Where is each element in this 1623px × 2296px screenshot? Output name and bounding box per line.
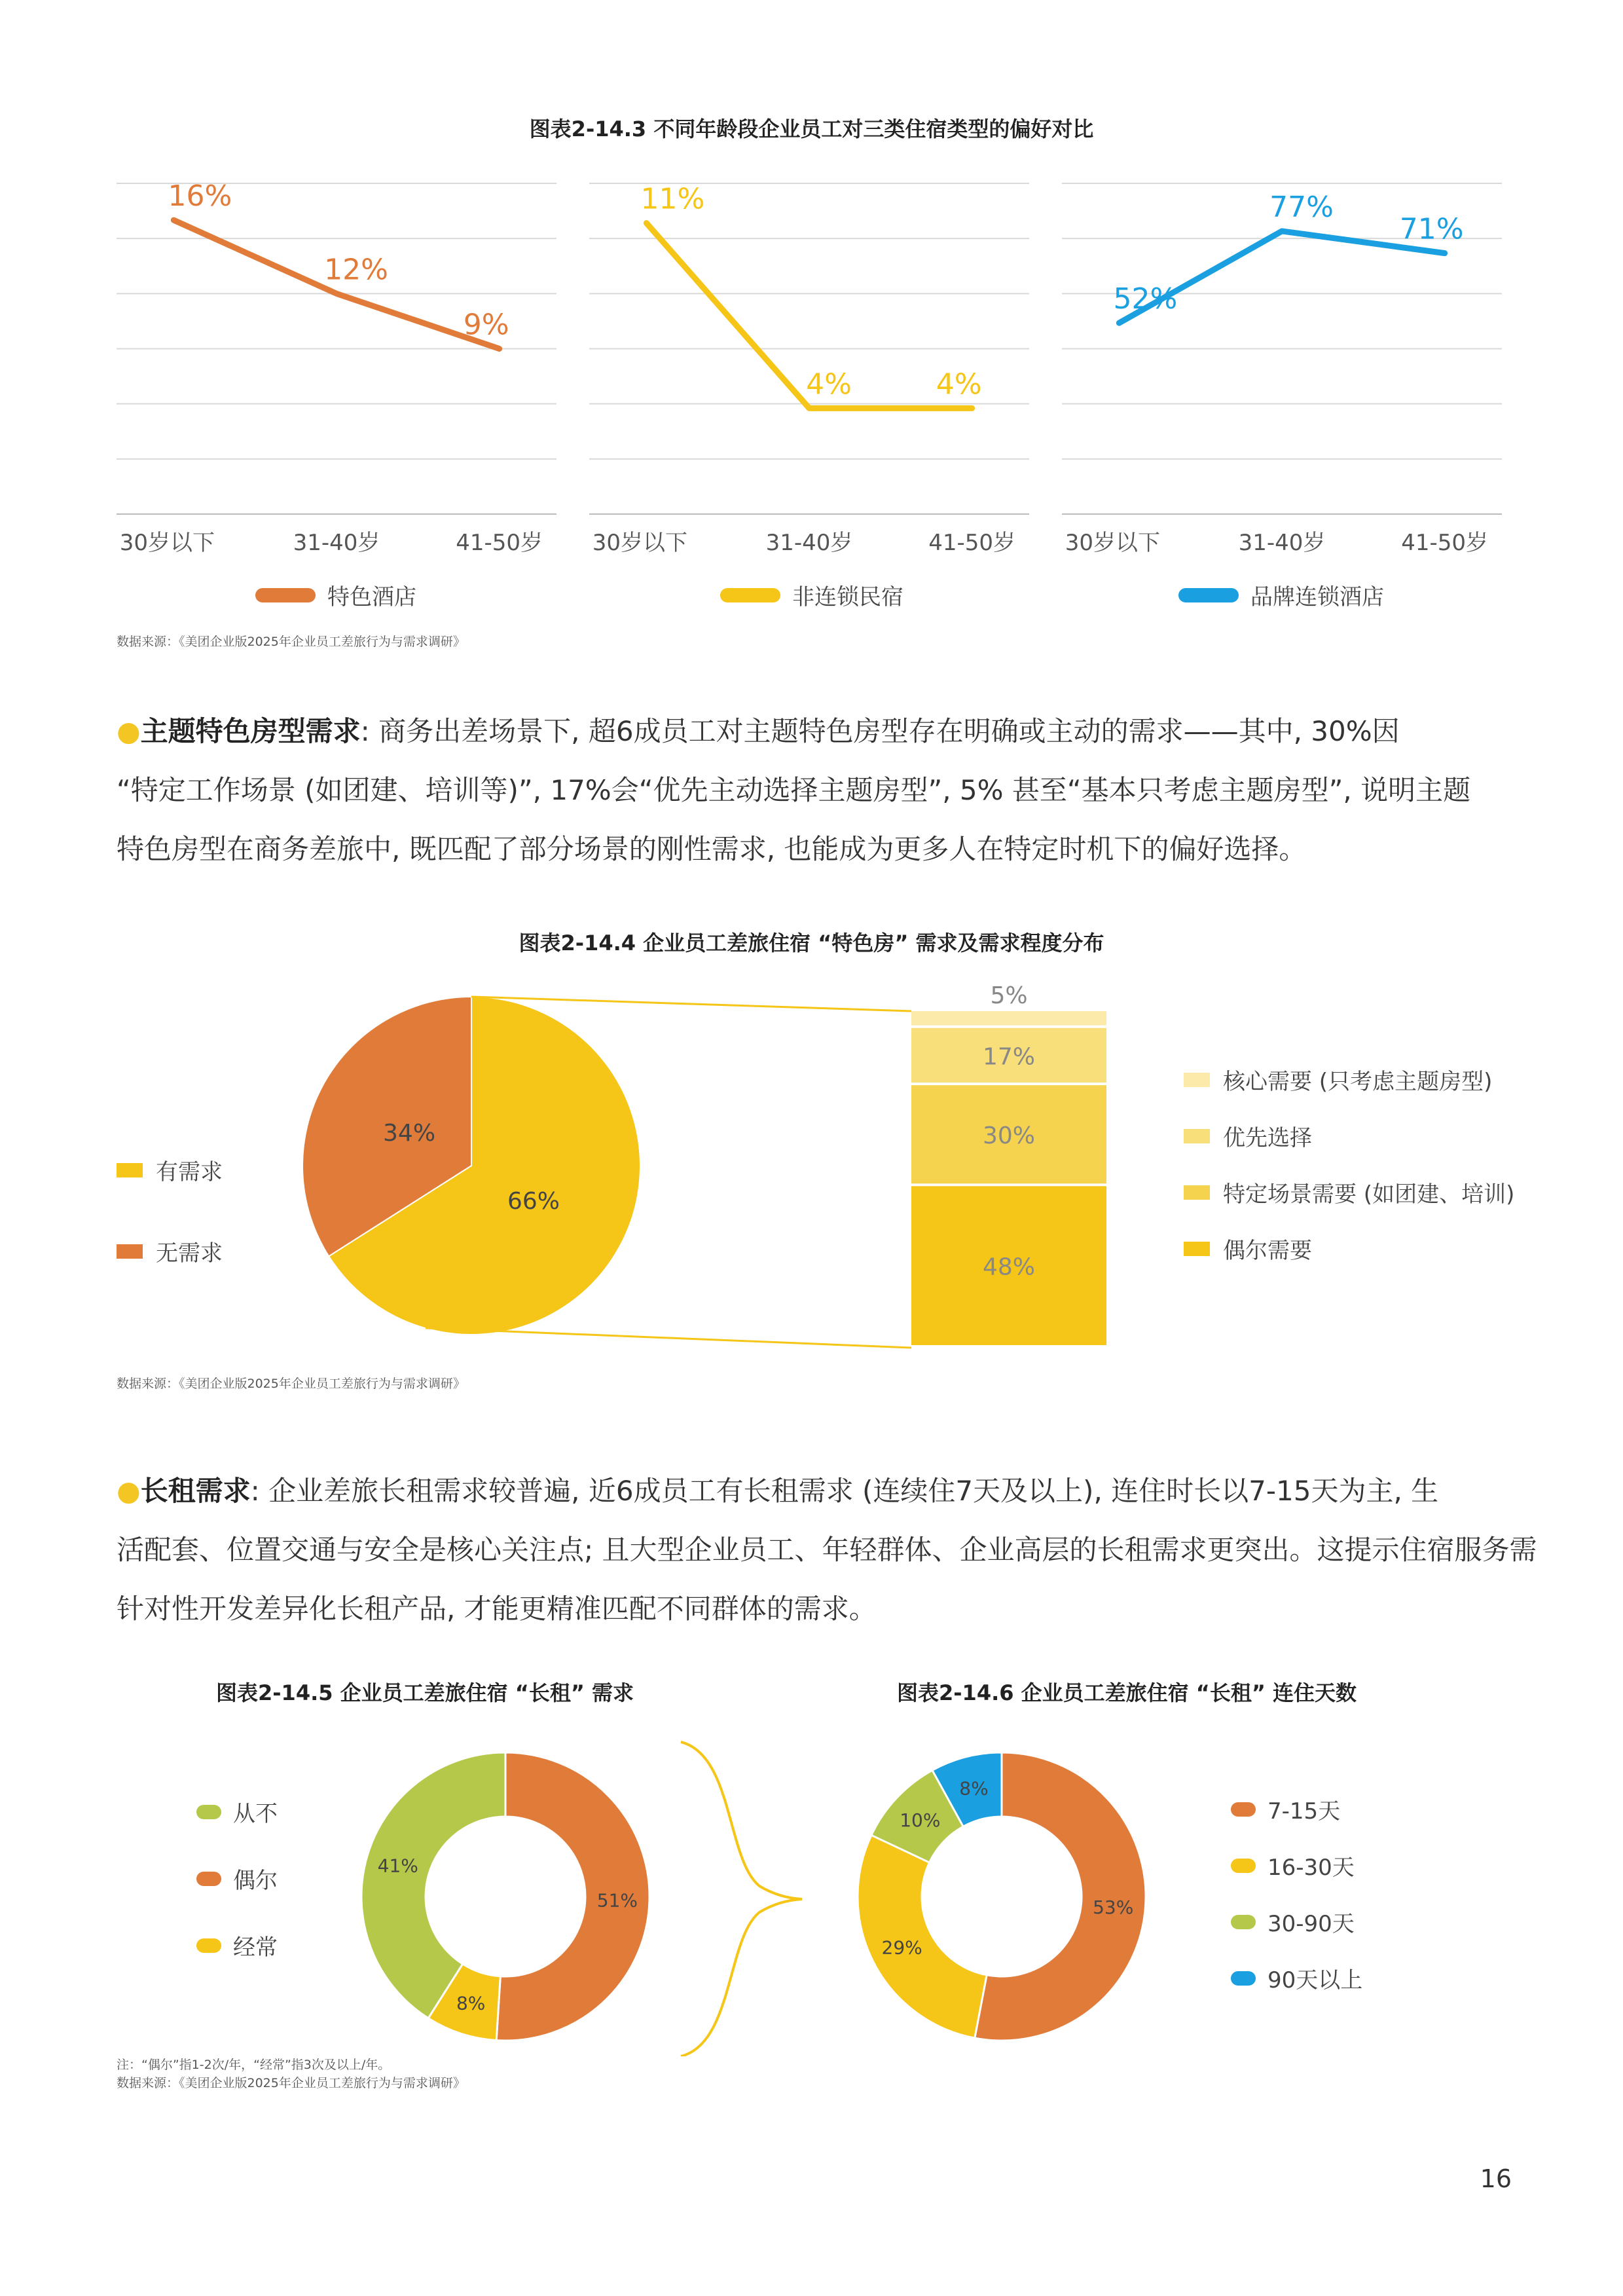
legend-has-demand-swatch — [117, 1163, 143, 1177]
footnote-source: 数据来源：《美团企业版2025年企业员工差旅行为与需求调研》 — [117, 2076, 465, 2090]
bullet-icon: ● — [117, 715, 141, 747]
page-number: 16 — [1480, 2164, 1512, 2193]
x-tick-label: 41-50岁 — [456, 530, 543, 556]
donut-label: 51% — [596, 1889, 638, 1912]
paragraph-long-stay-text-1: : 企业差旅长租需求较普遍, 近6成员工有长租需求 (连续住7天及以上), 连住时长以7-15天为主, 生 — [250, 1475, 1439, 1507]
legend-90-plus-swatch — [1231, 1971, 1256, 1986]
legend-scene-need-label: 特定场景需要 (如团建、培训) — [1223, 1181, 1515, 1208]
stack-label: 17% — [982, 1043, 1036, 1071]
stack-segment — [911, 1011, 1106, 1026]
legend-priority-label: 优先选择 — [1223, 1125, 1312, 1151]
paragraph-long-stay-lead: 长租需求 — [140, 1475, 251, 1507]
legend-7-15-label: 7-15天 — [1267, 1798, 1341, 1824]
legend-homestay-swatch — [720, 588, 780, 602]
pie-label: 66% — [507, 1188, 560, 1215]
legend-never-swatch — [196, 1805, 221, 1819]
brace-connector — [681, 1742, 802, 2056]
legend-no-demand-swatch — [117, 1244, 143, 1259]
chart3-title: 图表2-14.5 企业员工差旅住宿 “长租” 需求 — [216, 1680, 634, 1705]
paragraph-theme-room-line-2: “特定工作场景 (如团建、培训等)”, 17%会“优先主动选择主题房型”, 5% 甚至“基本只考虑主题房型”, 说明主题 — [117, 774, 1471, 806]
legend-sometimes-label: 偶尔 — [233, 1868, 278, 1894]
paragraph-theme-room-lead: 主题特色房型需求 — [140, 715, 361, 747]
stack-label: 5% — [990, 982, 1028, 1009]
data-label: 71% — [1399, 212, 1464, 246]
legend-brand-swatch — [1178, 588, 1239, 602]
legend-brand — [1178, 579, 1384, 611]
chart2-source: 数据来源：《美团企业版2025年企业员工差旅行为与需求调研》 — [117, 1377, 465, 1391]
legend-occasional-swatch — [1184, 1242, 1210, 1256]
chart1-source: 数据来源：《美团企业版2025年企业员工差旅行为与需求调研》 — [117, 635, 465, 649]
legend-homestay — [720, 579, 903, 611]
legend-has-demand-label: 有需求 — [156, 1159, 223, 1185]
paragraph-long-stay-line-3: 针对性开发差异化长租产品, 才能更精准匹配不同群体的需求。 — [117, 1593, 877, 1625]
legend-30-90-label: 30-90天 — [1267, 1911, 1355, 1937]
legend-has-demand — [117, 1154, 223, 1186]
paragraph-theme-room-text-1: : 商务出差场景下, 超6成员工对主题特色房型存在明确或主动的需求——其中, 30%因 — [360, 715, 1400, 747]
x-tick-label: 30岁以下 — [119, 530, 215, 556]
chart2-svg — [0, 969, 1623, 1375]
legend-homestay-label: 非连锁民宿 — [792, 584, 903, 610]
legend-30-90-swatch — [1231, 1915, 1256, 1929]
paragraph-long-stay — [117, 1462, 1537, 1639]
chart1-title: 图表2-14.3 不同年龄段企业员工对三类住宿类型的偏好对比 — [529, 117, 1094, 141]
donut-label: 41% — [377, 1855, 418, 1877]
legend-never-label: 从不 — [233, 1801, 278, 1827]
legend-no-demand — [117, 1235, 223, 1267]
legend-priority-swatch — [1184, 1129, 1210, 1143]
x-tick-label: 31-40岁 — [293, 530, 380, 556]
legend-often — [196, 1929, 278, 1961]
stack-label: 30% — [982, 1122, 1036, 1150]
connector-line — [426, 1328, 911, 1348]
legend-7-15 — [1231, 1793, 1340, 1825]
legend-core-need-swatch — [1184, 1073, 1210, 1087]
legend-16-30-label: 16-30天 — [1267, 1855, 1355, 1881]
data-label: 4% — [806, 367, 852, 401]
legend-often-label: 经常 — [233, 1935, 278, 1961]
legend-brand-label: 品牌连锁酒店 — [1250, 584, 1384, 610]
legend-sometimes-swatch — [196, 1872, 221, 1886]
legend-priority — [1184, 1120, 1312, 1152]
data-label: 9% — [463, 308, 509, 342]
legend-scene-need-swatch — [1184, 1185, 1210, 1200]
legend-hotel-swatch — [255, 588, 316, 602]
legend-30-90 — [1231, 1906, 1355, 1938]
paragraph-long-stay-line-1 — [117, 1462, 1518, 1521]
legend-16-30-swatch — [1231, 1859, 1256, 1873]
legend-hotel — [255, 579, 416, 611]
donut-label: 8% — [959, 1777, 989, 1800]
stack-label: 48% — [982, 1253, 1036, 1281]
legend-core-need — [1184, 1064, 1492, 1096]
data-label: 77% — [1269, 190, 1334, 224]
paragraph-long-stay-line-2: 活配套、位置交通与安全是核心关注点; 且大型企业员工、年轻群体、企业高层的长租需求更突出。这提示住宿服务需 — [117, 1534, 1537, 1566]
donut-label: 8% — [456, 1992, 486, 2014]
footnote-note: 注：“偶尔”指1-2次/年，“经常”指3次及以上/年。 — [117, 2058, 391, 2072]
legend-occasional-label: 偶尔需要 — [1223, 1238, 1312, 1264]
chart1-svg — [0, 157, 1623, 629]
legend-7-15-swatch — [1231, 1802, 1256, 1817]
donut-label: 29% — [881, 1936, 922, 1959]
data-label: 4% — [936, 367, 982, 401]
paragraph-theme-room — [117, 702, 1518, 879]
x-tick-label: 31-40岁 — [765, 530, 853, 556]
data-label: 52% — [1113, 282, 1178, 316]
data-label: 16% — [168, 179, 232, 213]
legend-no-demand-label: 无需求 — [156, 1240, 223, 1267]
pie-label: 34% — [383, 1119, 436, 1147]
legend-sometimes — [196, 1862, 278, 1895]
data-label: 11% — [640, 182, 705, 216]
x-tick-label: 41-50岁 — [928, 530, 1016, 556]
legend-core-need-label: 核心需要 (只考虑主题房型) — [1223, 1069, 1493, 1095]
x-tick-label: 30岁以下 — [592, 530, 687, 556]
x-tick-label: 41-50岁 — [1401, 530, 1489, 556]
paragraph-theme-room-line-3: 特色房型在商务差旅中, 既匹配了部分场景的刚性需求, 也能成为更多人在特定时机下的偏好选择。 — [117, 833, 1307, 865]
bullet-icon: ● — [117, 1475, 141, 1507]
donut-label: 10% — [900, 1809, 941, 1831]
legend-90-plus-label: 90天以上 — [1267, 1967, 1363, 1993]
x-tick-label: 31-40岁 — [1238, 530, 1326, 556]
connector-line — [471, 997, 911, 1011]
legend-often-swatch — [196, 1938, 221, 1953]
legend-never — [196, 1796, 278, 1828]
chart4-title: 图表2-14.6 企业员工差旅住宿 “长租” 连住天数 — [897, 1680, 1357, 1705]
x-tick-label: 30岁以下 — [1065, 530, 1160, 556]
paragraph-theme-room-line-1 — [117, 702, 1518, 761]
legend-90-plus — [1231, 1962, 1362, 1994]
legend-16-30 — [1231, 1849, 1355, 1881]
donut-label: 53% — [1093, 1897, 1134, 1919]
legend-occasional — [1184, 1232, 1312, 1265]
legend-scene-need — [1184, 1176, 1514, 1208]
data-label: 12% — [324, 253, 388, 287]
legend-hotel-label: 特色酒店 — [327, 584, 416, 610]
chart2-title: 图表2-14.4 企业员工差旅住宿 “特色房” 需求及需求程度分布 — [519, 931, 1104, 955]
